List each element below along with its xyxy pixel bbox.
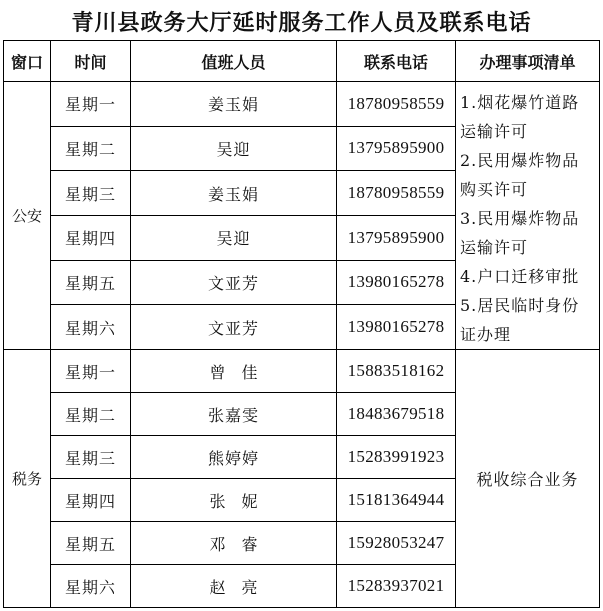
day-cell: 星期五 — [51, 522, 131, 565]
items-tax — [456, 350, 600, 608]
phone-cell: 15283991923 — [337, 436, 456, 479]
phone-cell: 13980165278 — [337, 305, 456, 350]
header-items: 办理事项清单 — [456, 41, 600, 82]
item-text: 3.民用爆炸物品运输许可 — [460, 209, 580, 257]
item-text: 1.烟花爆竹道路运输许可 — [460, 93, 580, 141]
header-time: 时间 — [51, 41, 131, 82]
table-row — [4, 350, 600, 393]
phone-cell: 18780958559 — [337, 82, 456, 127]
staff-cell: 姜玉娟 — [131, 171, 337, 216]
phone-cell: 13795895900 — [337, 126, 456, 171]
phone-cell: 18780958559 — [337, 171, 456, 216]
item-text: 税收综合业务 — [476, 470, 579, 489]
day-cell: 星期一 — [51, 350, 131, 393]
staff-cell: 赵亮 — [131, 565, 337, 608]
day-cell: 星期一 — [51, 82, 131, 127]
header-phone: 联系电话 — [337, 41, 456, 82]
staff-cell: 张妮 — [131, 479, 337, 522]
day-cell: 星期六 — [51, 565, 131, 608]
items-police — [456, 82, 600, 350]
staff-cell: 文亚芳 — [131, 260, 337, 305]
item-text: 5.居民临时身份证办理 — [460, 296, 580, 344]
day-cell: 星期五 — [51, 260, 131, 305]
day-cell: 星期四 — [51, 215, 131, 260]
phone-cell: 13795895900 — [337, 215, 456, 260]
phone-cell: 15283937021 — [337, 565, 456, 608]
header-window: 窗口 — [4, 41, 51, 82]
staff-cell: 邓睿 — [131, 522, 337, 565]
window-tax: 税务 — [4, 350, 51, 608]
item-text: 2.民用爆炸物品购买许可 — [460, 151, 580, 199]
day-cell: 星期四 — [51, 479, 131, 522]
header-staff: 值班人员 — [131, 41, 337, 82]
duty-table — [3, 40, 600, 608]
staff-cell: 吴迎 — [131, 126, 337, 171]
staff-cell: 吴迎 — [131, 215, 337, 260]
day-cell: 星期二 — [51, 393, 131, 436]
staff-cell: 张嘉雯 — [131, 393, 337, 436]
day-cell: 星期六 — [51, 305, 131, 350]
staff-cell: 曾佳 — [131, 350, 337, 393]
phone-cell: 15883518162 — [337, 350, 456, 393]
phone-cell: 15928053247 — [337, 522, 456, 565]
staff-cell: 文亚芳 — [131, 305, 337, 350]
staff-cell: 熊婷婷 — [131, 436, 337, 479]
item-text: 4.户口迁移审批 — [460, 267, 580, 286]
day-cell: 星期三 — [51, 171, 131, 216]
phone-cell: 13980165278 — [337, 260, 456, 305]
page-title: 青川县政务大厅延时服务工作人员及联系电话 — [71, 11, 532, 36]
phone-cell: 15181364944 — [337, 479, 456, 522]
phone-cell: 18483679518 — [337, 393, 456, 436]
table-row — [4, 82, 600, 127]
day-cell: 星期三 — [51, 436, 131, 479]
day-cell: 星期二 — [51, 126, 131, 171]
window-police: 公安 — [4, 82, 51, 350]
staff-cell: 姜玉娟 — [131, 82, 337, 127]
header-row — [4, 41, 600, 82]
